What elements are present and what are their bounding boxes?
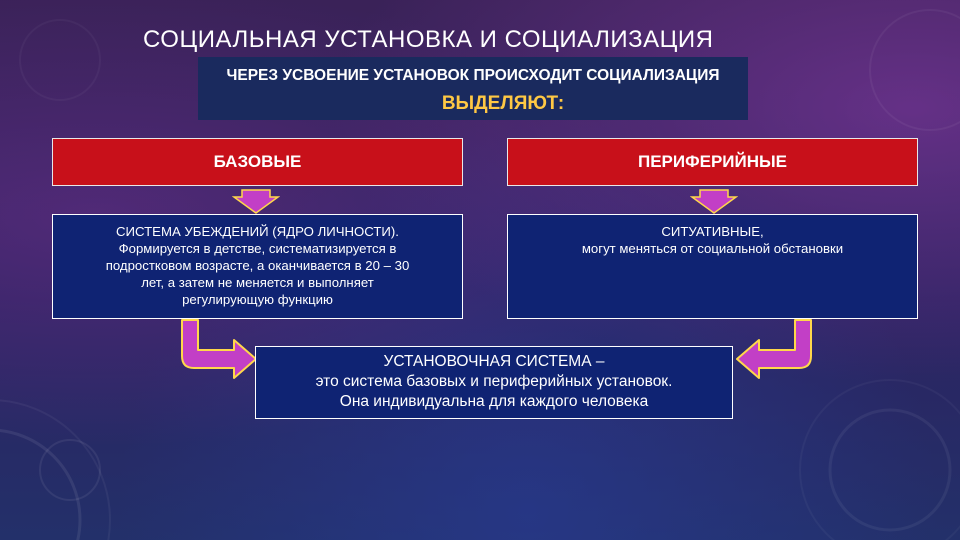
peripheral-heading-box [507,138,918,186]
page-title: СОЦИАЛЬНАЯ УСТАНОВКА И СОЦИАЛИЗАЦИЯ [143,26,714,53]
system-line: это система базовых и периферийных установок. [315,373,673,390]
peripheral-description-line: СИТУАТИВНЫЕ, [661,224,764,239]
subtitle-statement: ЧЕРЕЗ УСВОЕНИЕ УСТАНОВОК ПРОИСХОДИТ СОЦИАЛИЗАЦИЯ [226,67,720,84]
down-arrow-icon [690,189,738,215]
basic-description-line: СИСТЕМА УБЕЖДЕНИЙ (ЯДРО ЛИЧНОСТИ). [116,224,399,239]
system-line: Она индивидуальна для каждого человека [339,393,649,410]
peripheral-description-box [507,214,918,319]
basic-description-line: лет, а затем не меняется и выполняет [141,275,374,290]
basic-heading-box [52,138,463,186]
basic-description-line: Формируется в детстве, систематизируется в [118,241,397,256]
basic-heading: БАЗОВЫЕ [213,152,302,171]
peripheral-description-line: могут меняться от социальной обстановки [581,241,844,256]
subtitle-highlight: ВЫДЕЛЯЮТ: [441,93,565,114]
subtitle-box [198,57,748,120]
down-arrow-icon [232,189,280,215]
peripheral-heading: ПЕРИФЕРИЙНЫЕ [638,152,787,171]
bent-arrow-right-icon [176,318,260,380]
basic-description-line: подростковом возрасте, а оканчивается в 20 – 30 [105,258,410,273]
bent-arrow-left-icon [733,318,817,380]
system-line: УСТАНОВОЧНАЯ СИСТЕМА – [383,353,605,370]
system-box [255,346,733,419]
basic-description-line: регулирующую функцию [182,292,333,307]
basic-description-box [52,214,463,319]
